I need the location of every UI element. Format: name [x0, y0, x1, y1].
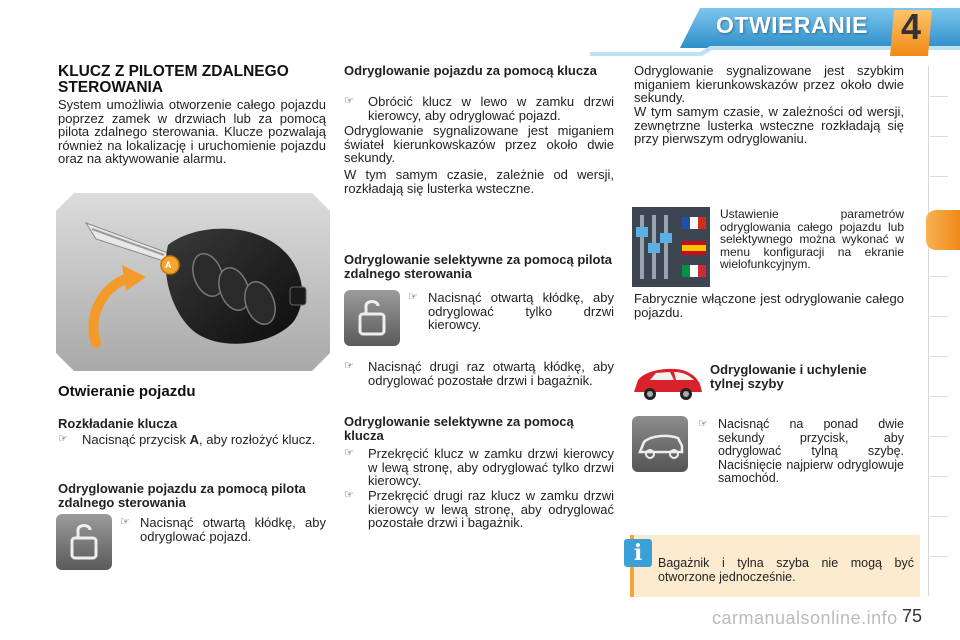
side-tab[interactable]: [930, 476, 948, 477]
chapter-number: 4: [900, 6, 922, 47]
paragraph-key-mirrors: W tym samym czasie, zależnie od wersji, rozkładają się lusterka wsteczne.: [344, 167, 614, 196]
subheading-selective-key: Odryglowanie selektywne za pomocą klucza: [344, 414, 574, 443]
paragraph-key-signal: Odryglowanie sygnalizowane jest miganiem świateł kierunkowskazów przez około dwie sekundy.: [344, 123, 614, 165]
bullet-unfold: [58, 433, 326, 447]
finger-icon: ☞: [408, 291, 418, 303]
bullet-text: Nacisnąć otwartą kłódkę, aby odryglować tylko drzwi kierowcy.: [428, 290, 614, 332]
subheading-selective-remote: Odryglowanie selektywne za pomocą pilota zdalnego sterowania: [344, 252, 613, 281]
bullet-key-unlock: [344, 95, 614, 122]
bullet-selective-key-2: [344, 489, 614, 530]
bullet-text: Obrócić klucz w lewo w zamku drzwi kierowcy, aby odryglować pojazd.: [368, 94, 614, 123]
bullet-text: Nacisnąć otwartą kłódkę, aby odryglować pojazd.: [140, 515, 326, 544]
side-tab[interactable]: [930, 516, 948, 517]
info-note-box: [630, 535, 920, 597]
bullet-selective-remote-2: [344, 360, 614, 387]
finger-icon: ☞: [120, 516, 130, 528]
side-tab[interactable]: [930, 356, 948, 357]
finger-icon: ☞: [344, 360, 354, 372]
side-tab[interactable]: [930, 436, 948, 437]
side-tab[interactable]: [930, 556, 948, 557]
side-tab[interactable]: [930, 276, 948, 277]
side-tab[interactable]: [930, 176, 948, 177]
paragraph-mirrors-unfold: W tym samym czasie, w zależności od wersji, zewnętrzne lusterka wsteczne rozkładają się przy pierwszym odryglowaniu.: [634, 104, 904, 146]
side-tab[interactable]: [930, 316, 948, 317]
bullet-rear-window: [698, 418, 904, 486]
page-title: OTWIERANIE: [716, 12, 868, 38]
subheading-rear-window: Odryglowanie i uchylenie tylnej szyby: [710, 362, 867, 391]
open-padlock-icon: [344, 290, 400, 346]
key-button-label: A: [165, 260, 172, 270]
section-heading-key: KLUCZ Z PILOTEM ZDALNEGO STEROWANIA: [58, 63, 289, 96]
remote-key-illustration: [56, 193, 330, 371]
watermark: carmanualsonline.info: [712, 608, 898, 628]
side-tab-divider: [928, 66, 929, 596]
subheading-unfold: Rozkładanie klucza: [58, 416, 178, 431]
section-heading-opening: Otwieranie pojazdu: [58, 383, 196, 400]
car-red-icon: [630, 360, 706, 406]
info-note-text: Bagażnik i tylna szyba nie mogą być otworzone jednocześnie.: [658, 556, 914, 584]
bullet-remote-unlock: [120, 516, 326, 543]
bullet-selective-key-1: [344, 447, 614, 488]
finger-icon: ☞: [344, 489, 354, 501]
finger-icon: ☞: [344, 447, 354, 459]
bullet-text: , aby rozłożyć klucz.: [199, 432, 316, 447]
paragraph-settings: Ustawienie parametrów odryglowania całego pojazdu lub selektywnego można wykonać w menu konfiguracji na ekranie wielofunkcyjnym.: [720, 207, 904, 271]
side-tab-active[interactable]: [926, 210, 960, 250]
bullet-selective-remote-1: [408, 291, 614, 332]
settings-sliders-icon: [632, 207, 710, 287]
intro-paragraph: System umożliwia otworzenie całego pojazdu poprzez zamek w drzwiach lub za pomocą pilota zdalnego sterowania. Klucze pozwalają również na lokalizację i uruchomienie pojazdu oraz na aktywowanie alarmu.: [58, 97, 326, 166]
bullet-text: Przekręcić drugi raz klucz w zamku drzwi kierowcy w lewą stronę, aby odryglować pozostałe drzwi i bagażnik.: [368, 488, 614, 530]
side-tab[interactable]: [930, 396, 948, 397]
finger-icon: ☞: [698, 418, 708, 430]
key-letter: A: [189, 432, 200, 447]
bullet-text: Przekręcić klucz w zamku drzwi kierowcy w lewą stronę, aby odryglować tylko drzwi kierowcy.: [368, 446, 614, 488]
subheading-remote-unlock: Odryglowanie pojazdu za pomocą pilota zdalnego sterowania: [58, 481, 306, 510]
side-tab[interactable]: [930, 96, 948, 97]
subheading-key-unlock: Odryglowanie pojazdu za pomocą klucza: [344, 63, 597, 78]
finger-icon: ☞: [58, 433, 68, 445]
bullet-text: Nacisnąć przycisk: [82, 432, 187, 447]
open-padlock-icon: [56, 514, 112, 570]
paragraph-quick-signal: Odryglowanie sygnalizowane jest szybkim miganiem kierunkowskazów przez około dwie sekundy.: [634, 63, 904, 105]
page-number: 75: [902, 606, 923, 626]
side-tab[interactable]: [930, 136, 948, 137]
rear-window-button-icon: [632, 416, 688, 472]
bullet-text: Nacisnąć na ponad dwie sekundy przycisk, aby odryglować tylną szybę. Naciśnięcie najpierw odryglowuje samochód.: [718, 417, 904, 485]
paragraph-factory-default: Fabrycznie włączone jest odryglowanie całego pojazdu.: [634, 291, 904, 320]
finger-icon: ☞: [344, 95, 354, 107]
bullet-text: Nacisnąć drugi raz otwartą kłódkę, aby odryglować pozostałe drzwi i bagażnik.: [368, 359, 614, 388]
info-icon: i: [624, 539, 652, 567]
